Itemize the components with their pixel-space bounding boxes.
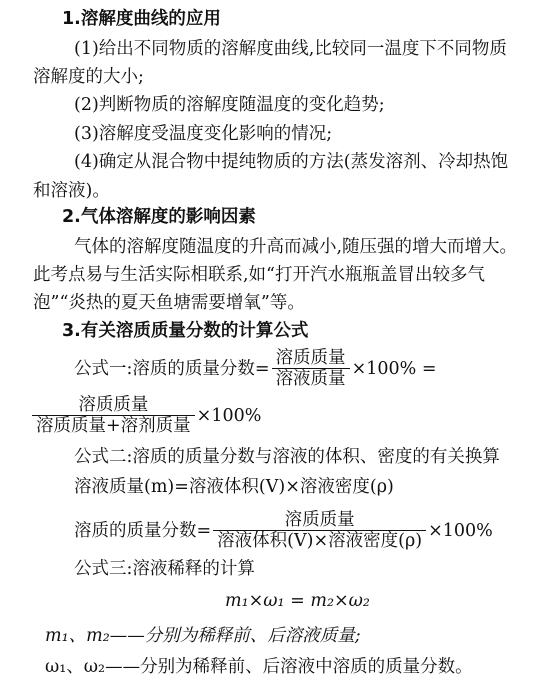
- formula-1-fraction: [272, 348, 350, 389]
- formula-3-title: 公式三:溶液稀释的计算: [74, 559, 255, 579]
- section-1-item-4-line-2: 和溶液)。: [33, 181, 110, 201]
- formula-1-denominator: 溶液质量: [272, 368, 350, 389]
- formula-2b-prefix: 溶质的质量分数=: [74, 520, 212, 541]
- formula-2b-suffix: ×100%: [428, 520, 493, 541]
- formula-1b-fraction: [32, 395, 195, 436]
- m-definition: m₁、m₂——分别为稀释前、后溶液质量;: [45, 626, 361, 646]
- formula-1-suffix: ×100% =: [351, 358, 437, 379]
- w-definition: ω₁、ω₂——分别为稀释前、后溶液中溶质的质量分数。: [45, 657, 473, 677]
- section-2-line-2: 此考点易与生活实际相联系,如“打开汽水瓶瓶盖冒出较多气: [33, 265, 486, 285]
- formula-1-numerator: 溶质质量: [275, 348, 346, 368]
- formula-1-prefix: 公式一:溶质的质量分数=: [74, 358, 270, 379]
- section-2-line-3: 泡”“炎热的夏天鱼塘需要增氧”等。: [33, 293, 305, 313]
- section-3-title: 3.有关溶质质量分数的计算公式: [62, 321, 309, 341]
- formula-1b-numerator: 溶质质量: [78, 395, 149, 415]
- formula-2-mass-line: 溶液质量(m)=溶液体积(V)×溶液密度(ρ): [74, 477, 394, 497]
- formula-1-line: [74, 348, 436, 389]
- formula-1b-suffix: ×100%: [196, 405, 262, 426]
- section-1-item-4-line-1: (4)确定从混合物中提纯物质的方法(蒸发溶剂、冷却热饱: [74, 152, 509, 172]
- formula-1b-denominator: 溶质质量+溶剂质量: [32, 415, 195, 436]
- section-2-line-1: 气体的溶解度随温度的升高而减小,随压强的增大而增大。: [74, 237, 518, 257]
- dilution-equation: m₁×ω₁ = m₂×ω₂: [225, 591, 370, 611]
- section-1-item-2: (2)判断物质的溶解度随温度的变化趋势;: [74, 95, 385, 115]
- formula-2b-line: [74, 510, 493, 551]
- section-1-title: 1.溶解度曲线的应用: [62, 9, 221, 29]
- formula-2b-numerator: 溶质质量: [284, 510, 355, 530]
- section-1-item-1-line-1: (1)给出不同物质的溶解度曲线,比较同一温度下不同物质: [74, 39, 507, 59]
- formula-2b-denominator: 溶液体积(V)×溶液密度(ρ): [213, 530, 426, 551]
- formula-2b-fraction: [213, 510, 426, 551]
- section-2-title: 2.气体溶解度的影响因素: [62, 207, 256, 227]
- section-1-item-3: (3)溶解度受温度变化影响的情况;: [74, 124, 333, 144]
- section-1-item-1-line-2: 溶解度的大小;: [33, 67, 144, 87]
- formula-2-title: 公式二:溶质的质量分数与溶液的体积、密度的有关换算: [74, 447, 500, 467]
- formula-1b-line: [30, 395, 261, 436]
